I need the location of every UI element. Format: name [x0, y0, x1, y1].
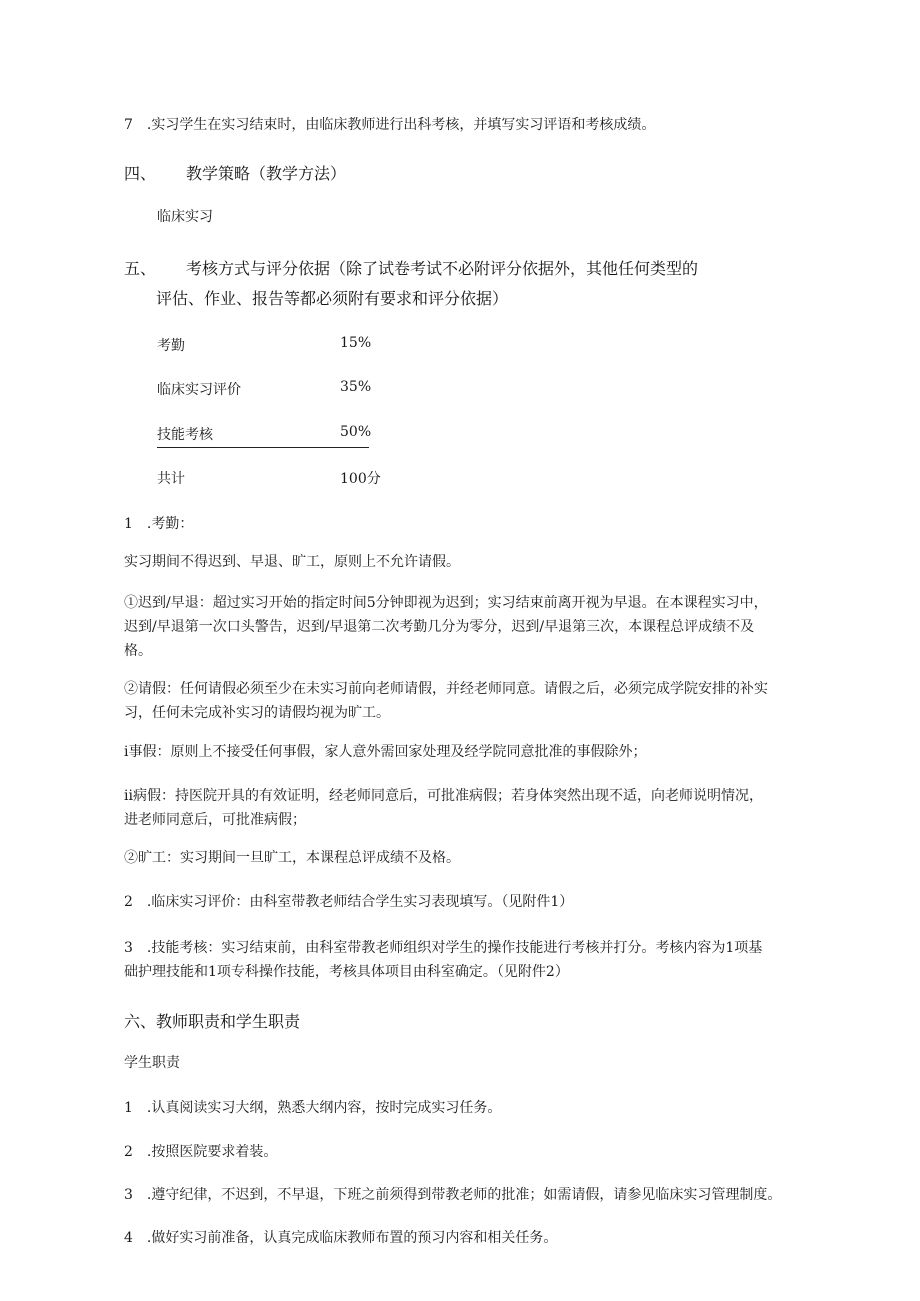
section-5-number: 五、 [124, 259, 157, 278]
assessment-label: 技能考核 [157, 427, 213, 443]
assessment-label: 临床实习评价 [157, 382, 241, 398]
sick-leave-paragraph [124, 784, 836, 832]
list-item: 3 .遵守纪律，不迟到，不早退，下班之前须得到带教老师的批准；如需请假，请参见临床实习管理制度。 [124, 1187, 782, 1203]
assessment-label: 共计 [157, 471, 185, 487]
assessment-label: 考勤 [157, 338, 185, 354]
late-rule-line: ①迟到/早退：超过实习开始的指定时间5分钟即视为迟到；实习结束前离开视为早退。在本课程实习中， [124, 595, 768, 611]
assessment-value: 35% [340, 379, 372, 395]
late-rule-paragraph [124, 591, 836, 663]
leave-rule-line: ②请假：任何请假必须至少在未实习前向老师请假，并经老师同意。请假之后，必须完成学院安排的补实 [124, 681, 768, 697]
assessment-value: 100分 [340, 471, 381, 487]
leave-rule-paragraph [124, 677, 836, 725]
skill-evaluation-paragraph [124, 936, 836, 984]
section-4-title: 教学策略（教学方法） [186, 164, 347, 183]
sick-leave-line: 进老师同意后，可批准病假； [124, 812, 306, 828]
skill-evaluation-line: 3 .技能考核：实习结束前，由科室带教老师组织对学生的操作技能进行考核并打分。考核内容为1项基 [124, 940, 763, 956]
section-5-title-line1: 考核方式与评分依据（除了试卷考试不必附评分依据外，其他任何类型的 [186, 259, 699, 278]
section-6-heading: 六、教师职责和学生职责 [124, 1012, 301, 1031]
absence-rule: ②旷工：实习期间一旦旷工，本课程总评成绩不及格。 [124, 850, 460, 866]
attendance-heading: 1 .考勤： [124, 516, 194, 532]
late-rule-line: 格。 [124, 643, 152, 659]
list-item: 2 .按照医院要求着装。 [124, 1144, 278, 1160]
list-item: 4 .做好实习前准备，认真完成临床教师布置的预习内容和相关任务。 [124, 1230, 558, 1246]
section-5-title-line2: 评估、作业、报告等都必须附有要求和评分依据） [156, 289, 509, 308]
sick-leave-line: ii病假：持医院开具的有效证明，经老师同意后，可批准病假；若身体突然出现不适，向老师说明情况， [124, 788, 763, 804]
assessment-value: 15% [340, 335, 372, 351]
list-item-7: 7 .实习学生在实习结束时，由临床教师进行出科考核，并填写实习评语和考核成绩。 [124, 117, 656, 133]
section-4-body: 临床实习 [157, 209, 213, 225]
student-duties-subtitle: 学生职责 [124, 1055, 180, 1071]
leave-rule-line: 习，任何未完成补实习的请假均视为旷工。 [124, 705, 390, 721]
assessment-value: 50% [340, 424, 372, 440]
attendance-intro: 实习期间不得迟到、早退、旷工，原则上不允许请假。 [124, 554, 460, 570]
clinical-evaluation-item: 2 .临床实习评价：由科室带教老师结合学生实习表现填写。（见附件1） [124, 894, 574, 910]
personal-leave-rule: i事假：原则上不接受任何事假，家人意外需回家处理及经学院同意批准的事假除外； [124, 744, 647, 760]
skill-evaluation-line: 础护理技能和1项专科操作技能，考核具体项目由科室确定。（见附件2） [124, 964, 569, 980]
section-4-number: 四、 [124, 164, 157, 183]
late-rule-line: 迟到/早退第一次口头警告，迟到/早退第二次考勤几分为零分，迟到/早退第三次，本课程总评成绩不及 [124, 619, 755, 635]
list-item: 1 .认真阅读实习大纲，熟悉大纲内容，按时完成实习任务。 [124, 1100, 502, 1116]
